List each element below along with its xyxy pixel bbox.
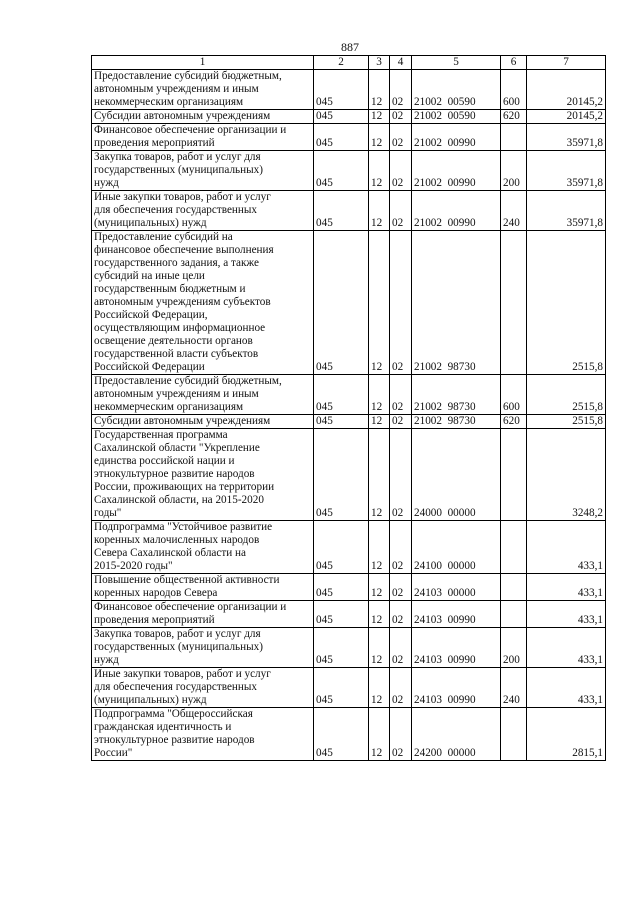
row-c7-cell: 2815,1 bbox=[527, 708, 606, 761]
row-c5-cell: 24000 00000 bbox=[412, 429, 501, 521]
row-c5-cell: 24103 00990 bbox=[412, 628, 501, 668]
row-c4-cell: 02 bbox=[390, 628, 412, 668]
row-c3-cell: 12 bbox=[369, 375, 390, 415]
row-c5-cell: 24200 00000 bbox=[412, 708, 501, 761]
row-c5-cell: 21002 00590 bbox=[412, 70, 501, 110]
row-name-line: нужд bbox=[94, 177, 119, 189]
row-c7-cell: 433,1 bbox=[527, 574, 606, 601]
row-name-line: этнокультурное развитие народов bbox=[94, 734, 255, 746]
row-c3-cell: 12 bbox=[369, 191, 390, 231]
row-name-line: Предоставление субсидий на bbox=[94, 231, 233, 243]
row-c2-cell: 045 bbox=[314, 521, 369, 574]
row-name-cell bbox=[92, 415, 314, 429]
row-c3-cell: 12 bbox=[369, 708, 390, 761]
column-header: 4 bbox=[390, 56, 412, 70]
column-header: 5 bbox=[412, 56, 501, 70]
row-name-cell bbox=[92, 231, 314, 375]
row-c5-cell: 21002 98730 bbox=[412, 415, 501, 429]
table-row bbox=[92, 415, 606, 429]
row-name-line: автономным учреждениям и иным bbox=[94, 83, 259, 95]
row-name-line: годы" bbox=[94, 507, 122, 519]
row-name-cell bbox=[92, 429, 314, 521]
row-name-cell bbox=[92, 124, 314, 151]
row-name-cell bbox=[92, 521, 314, 574]
table-row bbox=[92, 574, 606, 601]
row-name-line: гражданская идентичность и bbox=[94, 721, 232, 733]
row-c7-cell: 35971,8 bbox=[527, 151, 606, 191]
row-c6-cell: 600 bbox=[501, 70, 527, 110]
row-c2-cell: 045 bbox=[314, 429, 369, 521]
column-header: 7 bbox=[527, 56, 606, 70]
row-name-line: нужд bbox=[94, 654, 119, 666]
row-c6-cell: 620 bbox=[501, 415, 527, 429]
row-name-line: проведения мероприятий bbox=[94, 614, 215, 626]
row-c5-cell: 24103 00990 bbox=[412, 668, 501, 708]
row-name-line: Предоставление субсидий бюджетным, bbox=[94, 70, 282, 82]
row-c3-cell: 12 bbox=[369, 601, 390, 628]
table-row bbox=[92, 521, 606, 574]
row-c2-cell: 045 bbox=[314, 415, 369, 429]
table-row bbox=[92, 708, 606, 761]
row-name-cell bbox=[92, 574, 314, 601]
row-c6-cell: 240 bbox=[501, 191, 527, 231]
row-c3-cell: 12 bbox=[369, 628, 390, 668]
row-c6-cell bbox=[501, 231, 527, 375]
table-row bbox=[92, 124, 606, 151]
row-c7-cell: 433,1 bbox=[527, 628, 606, 668]
row-name-line: государственным бюджетным и bbox=[94, 283, 246, 295]
row-c4-cell: 02 bbox=[390, 70, 412, 110]
column-header: 2 bbox=[314, 56, 369, 70]
row-c2-cell: 045 bbox=[314, 151, 369, 191]
row-c2-cell: 045 bbox=[314, 124, 369, 151]
table-body bbox=[92, 70, 606, 761]
row-name-line: государственного задания, а также bbox=[94, 257, 259, 269]
row-name-line: Финансовое обеспечение организации и bbox=[94, 124, 287, 136]
row-c6-cell bbox=[501, 601, 527, 628]
page-number: 887 bbox=[341, 40, 359, 54]
row-name-cell bbox=[92, 191, 314, 231]
row-name-cell bbox=[92, 375, 314, 415]
row-c7-cell: 433,1 bbox=[527, 668, 606, 708]
row-c4-cell: 02 bbox=[390, 375, 412, 415]
row-c3-cell: 12 bbox=[369, 415, 390, 429]
row-name-line: этнокультурное развитие народов bbox=[94, 468, 255, 480]
row-name-line: освещение деятельности органов bbox=[94, 335, 253, 347]
row-c2-cell: 045 bbox=[314, 191, 369, 231]
row-c6-cell bbox=[501, 574, 527, 601]
row-c6-cell: 200 bbox=[501, 151, 527, 191]
row-name-line: государственных (муниципальных) bbox=[94, 164, 263, 176]
row-name-line: Государственная программа bbox=[94, 429, 228, 441]
row-name-cell bbox=[92, 70, 314, 110]
row-name-line: некоммерческим организациям bbox=[94, 96, 244, 108]
row-c6-cell: 200 bbox=[501, 628, 527, 668]
row-name-line: Субсидии автономным учреждениям bbox=[94, 110, 271, 122]
row-name-line: коренных народов Севера bbox=[94, 587, 218, 599]
row-c3-cell: 12 bbox=[369, 151, 390, 191]
row-c6-cell bbox=[501, 521, 527, 574]
row-name-line: единства российской нации и bbox=[94, 455, 235, 467]
row-name-line: субсидий на иные цели bbox=[94, 270, 205, 282]
row-name-line: Финансовое обеспечение организации и bbox=[94, 601, 287, 613]
row-c7-cell: 20145,2 bbox=[527, 70, 606, 110]
table-row bbox=[92, 151, 606, 191]
row-c5-cell: 21002 00990 bbox=[412, 151, 501, 191]
row-c3-cell: 12 bbox=[369, 110, 390, 124]
row-c6-cell bbox=[501, 429, 527, 521]
row-c6-cell bbox=[501, 124, 527, 151]
row-name-line: Иные закупки товаров, работ и услуг bbox=[94, 668, 271, 680]
row-c3-cell: 12 bbox=[369, 231, 390, 375]
table-row bbox=[92, 628, 606, 668]
row-name-line: автономным учреждениям субъектов bbox=[94, 296, 271, 308]
row-c7-cell: 2515,8 bbox=[527, 231, 606, 375]
row-c2-cell: 045 bbox=[314, 628, 369, 668]
row-c7-cell: 35971,8 bbox=[527, 124, 606, 151]
row-name-line: Подпрограмма "Устойчивое развитие bbox=[94, 521, 273, 533]
column-header: 1 bbox=[92, 56, 314, 70]
table-row bbox=[92, 429, 606, 521]
row-c2-cell: 045 bbox=[314, 668, 369, 708]
row-name-cell bbox=[92, 110, 314, 124]
row-c2-cell: 045 bbox=[314, 601, 369, 628]
row-c4-cell: 02 bbox=[390, 521, 412, 574]
row-c4-cell: 02 bbox=[390, 191, 412, 231]
row-c7-cell: 2515,8 bbox=[527, 415, 606, 429]
row-name-line: некоммерческим организациям bbox=[94, 401, 244, 413]
row-name-line: России, проживающих на территории bbox=[94, 481, 275, 493]
row-c4-cell: 02 bbox=[390, 429, 412, 521]
row-name-cell bbox=[92, 628, 314, 668]
row-name-line: государственной власти субъектов bbox=[94, 348, 259, 360]
row-c7-cell: 433,1 bbox=[527, 601, 606, 628]
row-c7-cell: 35971,8 bbox=[527, 191, 606, 231]
table-row bbox=[92, 191, 606, 231]
table-row bbox=[92, 110, 606, 124]
column-header: 6 bbox=[501, 56, 527, 70]
row-name-line: Российской Федерации bbox=[94, 361, 205, 373]
row-c5-cell: 24103 00990 bbox=[412, 601, 501, 628]
row-c2-cell: 045 bbox=[314, 231, 369, 375]
row-name-line: Иные закупки товаров, работ и услуг bbox=[94, 191, 271, 203]
row-name-line: осуществляющим информационное bbox=[94, 322, 266, 334]
row-name-line: для обеспечения государственных bbox=[94, 204, 258, 216]
row-name-line: Сахалинской области "Укрепление bbox=[94, 442, 260, 454]
row-name-line: коренных малочисленных народов bbox=[94, 534, 260, 546]
table-row bbox=[92, 231, 606, 375]
row-c7-cell: 2515,8 bbox=[527, 375, 606, 415]
row-c4-cell: 02 bbox=[390, 231, 412, 375]
row-c6-cell: 620 bbox=[501, 110, 527, 124]
row-c7-cell: 433,1 bbox=[527, 521, 606, 574]
row-name-line: проведения мероприятий bbox=[94, 137, 215, 149]
row-c4-cell: 02 bbox=[390, 151, 412, 191]
row-c3-cell: 12 bbox=[369, 521, 390, 574]
row-c4-cell: 02 bbox=[390, 574, 412, 601]
row-name-line: для обеспечения государственных bbox=[94, 681, 258, 693]
row-c4-cell: 02 bbox=[390, 415, 412, 429]
row-c7-cell: 3248,2 bbox=[527, 429, 606, 521]
row-name-cell bbox=[92, 668, 314, 708]
row-name-line: автономным учреждениям и иным bbox=[94, 388, 259, 400]
row-c2-cell: 045 bbox=[314, 70, 369, 110]
row-c4-cell: 02 bbox=[390, 110, 412, 124]
row-c5-cell: 24100 00000 bbox=[412, 521, 501, 574]
row-name-cell bbox=[92, 708, 314, 761]
row-c3-cell: 12 bbox=[369, 70, 390, 110]
row-c5-cell: 24103 00000 bbox=[412, 574, 501, 601]
row-c4-cell: 02 bbox=[390, 601, 412, 628]
table-row bbox=[92, 70, 606, 110]
row-name-line: Предоставление субсидий бюджетным, bbox=[94, 375, 282, 387]
row-name-line: (муниципальных) нужд bbox=[94, 217, 207, 229]
row-c6-cell: 240 bbox=[501, 668, 527, 708]
row-name-cell bbox=[92, 601, 314, 628]
row-c4-cell: 02 bbox=[390, 124, 412, 151]
row-name-line: Сахалинской области, на 2015-2020 bbox=[94, 494, 264, 506]
budget-table bbox=[91, 55, 606, 761]
row-name-line: Закупка товаров, работ и услуг для bbox=[94, 151, 261, 163]
row-c5-cell: 21002 98730 bbox=[412, 231, 501, 375]
row-name-line: Севера Сахалинской области на bbox=[94, 547, 246, 559]
row-name-line: (муниципальных) нужд bbox=[94, 694, 207, 706]
row-c2-cell: 045 bbox=[314, 574, 369, 601]
row-c3-cell: 12 bbox=[369, 429, 390, 521]
row-name-line: России" bbox=[94, 747, 133, 759]
table-row bbox=[92, 668, 606, 708]
row-c6-cell: 600 bbox=[501, 375, 527, 415]
row-c7-cell: 20145,2 bbox=[527, 110, 606, 124]
row-c6-cell bbox=[501, 708, 527, 761]
row-c5-cell: 21002 00990 bbox=[412, 191, 501, 231]
row-c3-cell: 12 bbox=[369, 668, 390, 708]
row-name-cell bbox=[92, 151, 314, 191]
header-row bbox=[92, 56, 606, 70]
row-c2-cell: 045 bbox=[314, 110, 369, 124]
row-c3-cell: 12 bbox=[369, 124, 390, 151]
row-c2-cell: 045 bbox=[314, 375, 369, 415]
row-c4-cell: 02 bbox=[390, 708, 412, 761]
row-name-line: финансовое обеспечение выполнения bbox=[94, 244, 274, 256]
row-name-line: Повышение общественной активности bbox=[94, 574, 280, 586]
row-name-line: государственных (муниципальных) bbox=[94, 641, 263, 653]
row-name-line: Российской Федерации, bbox=[94, 309, 208, 321]
row-name-line: Подпрограмма "Общероссийская bbox=[94, 708, 253, 720]
row-c4-cell: 02 bbox=[390, 668, 412, 708]
row-name-line: 2015-2020 годы" bbox=[94, 560, 173, 572]
row-c2-cell: 045 bbox=[314, 708, 369, 761]
table-row bbox=[92, 375, 606, 415]
row-c5-cell: 21002 00590 bbox=[412, 110, 501, 124]
row-c3-cell: 12 bbox=[369, 574, 390, 601]
row-name-line: Субсидии автономным учреждениям bbox=[94, 415, 271, 427]
row-c5-cell: 21002 98730 bbox=[412, 375, 501, 415]
row-c5-cell: 21002 00990 bbox=[412, 124, 501, 151]
row-name-line: Закупка товаров, работ и услуг для bbox=[94, 628, 261, 640]
table-row bbox=[92, 601, 606, 628]
column-header: 3 bbox=[369, 56, 390, 70]
